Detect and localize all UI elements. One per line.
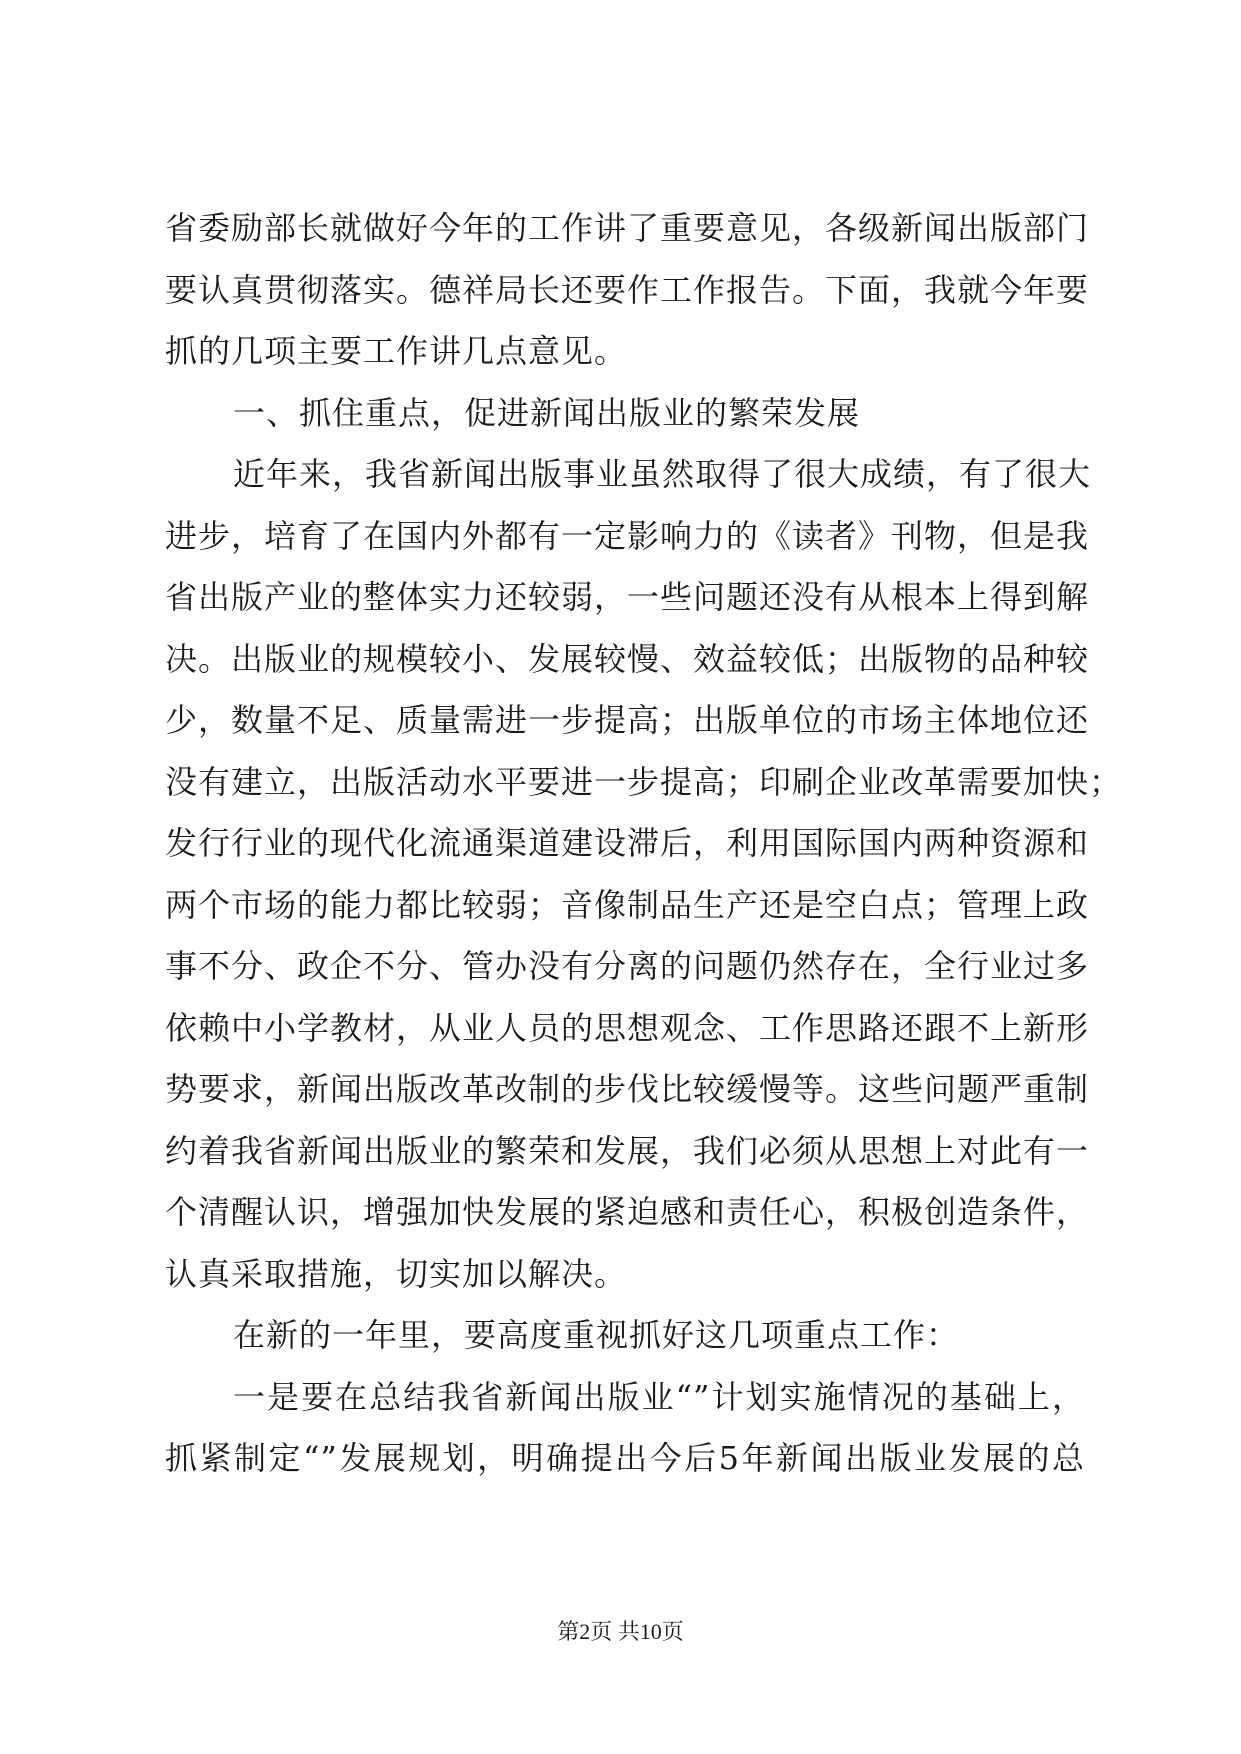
page-number-footer: 第2页 共10页: [557, 1619, 684, 1644]
body-line: 省委励部长就做好今年的工作讲了重要意见，各级新闻出版部门: [165, 209, 1090, 247]
section-heading: 一、抓住重点，促进新闻出版业的繁荣发展: [233, 393, 861, 432]
body-line: 依赖中小学教材，从业人员的思想观念、工作思路还跟不上新形: [165, 1008, 1090, 1047]
body-line: 在新的一年里，要高度重视抓好这几项重点工作：: [233, 1316, 960, 1354]
body-line: 认真采取措施，切实加以解决。: [165, 1254, 628, 1293]
body-line: 省出版产业的整体实力还较弱，一些问题还没有从根本上得到解: [165, 578, 1090, 616]
body-line: 近年来，我省新闻出版事业虽然取得了很大成绩，有了很大: [233, 455, 1092, 493]
body-line: 进步，培育了在国内外都有一定影响力的《读者》刊物，但是我: [165, 516, 1090, 555]
body-line: 发行行业的现代化流通渠道建设滞后，利用国际国内两种资源和: [165, 824, 1090, 862]
body-line: 势要求，新闻出版改革改制的步伐比较缓慢等。这些问题严重制: [165, 1070, 1090, 1108]
body-line: 约着我省新闻出版业的繁荣和发展，我们必须从思想上对此有一: [165, 1131, 1090, 1170]
body-line: 没有建立，出版活动水平要进一步提高；印刷企业改革需要加快；: [165, 762, 1123, 801]
body-line: 抓的几项主要工作讲几点意见。: [165, 332, 628, 370]
body-line: 事不分、政企不分、管办没有分离的问题仍然存在，全行业过多: [165, 947, 1090, 985]
body-line: 一是要在总结我省新闻出版业“”计划实施情况的基础上，: [233, 1377, 1085, 1416]
body-line: 要认真贯彻落实。德祥局长还要作工作报告。下面，我就今年要: [165, 270, 1090, 309]
document-body: [165, 198, 1123, 1490]
body-line: 决。出版业的规模较小、发展较慢、效益较低；出版物的品种较: [165, 639, 1090, 678]
body-line: 两个市场的能力都比较弱；音像制品生产还是空白点；管理上政: [165, 885, 1090, 924]
body-line: 抓紧制定“”发展规划，明确提出今后5年新闻出版业发展的总: [165, 1439, 1085, 1477]
body-line: 少，数量不足、质量需进一步提高；出版单位的市场主体地位还: [165, 701, 1090, 739]
body-line: 个清醒认识，增强加快发展的紧迫感和责任心，积极创造条件，: [165, 1193, 1090, 1231]
